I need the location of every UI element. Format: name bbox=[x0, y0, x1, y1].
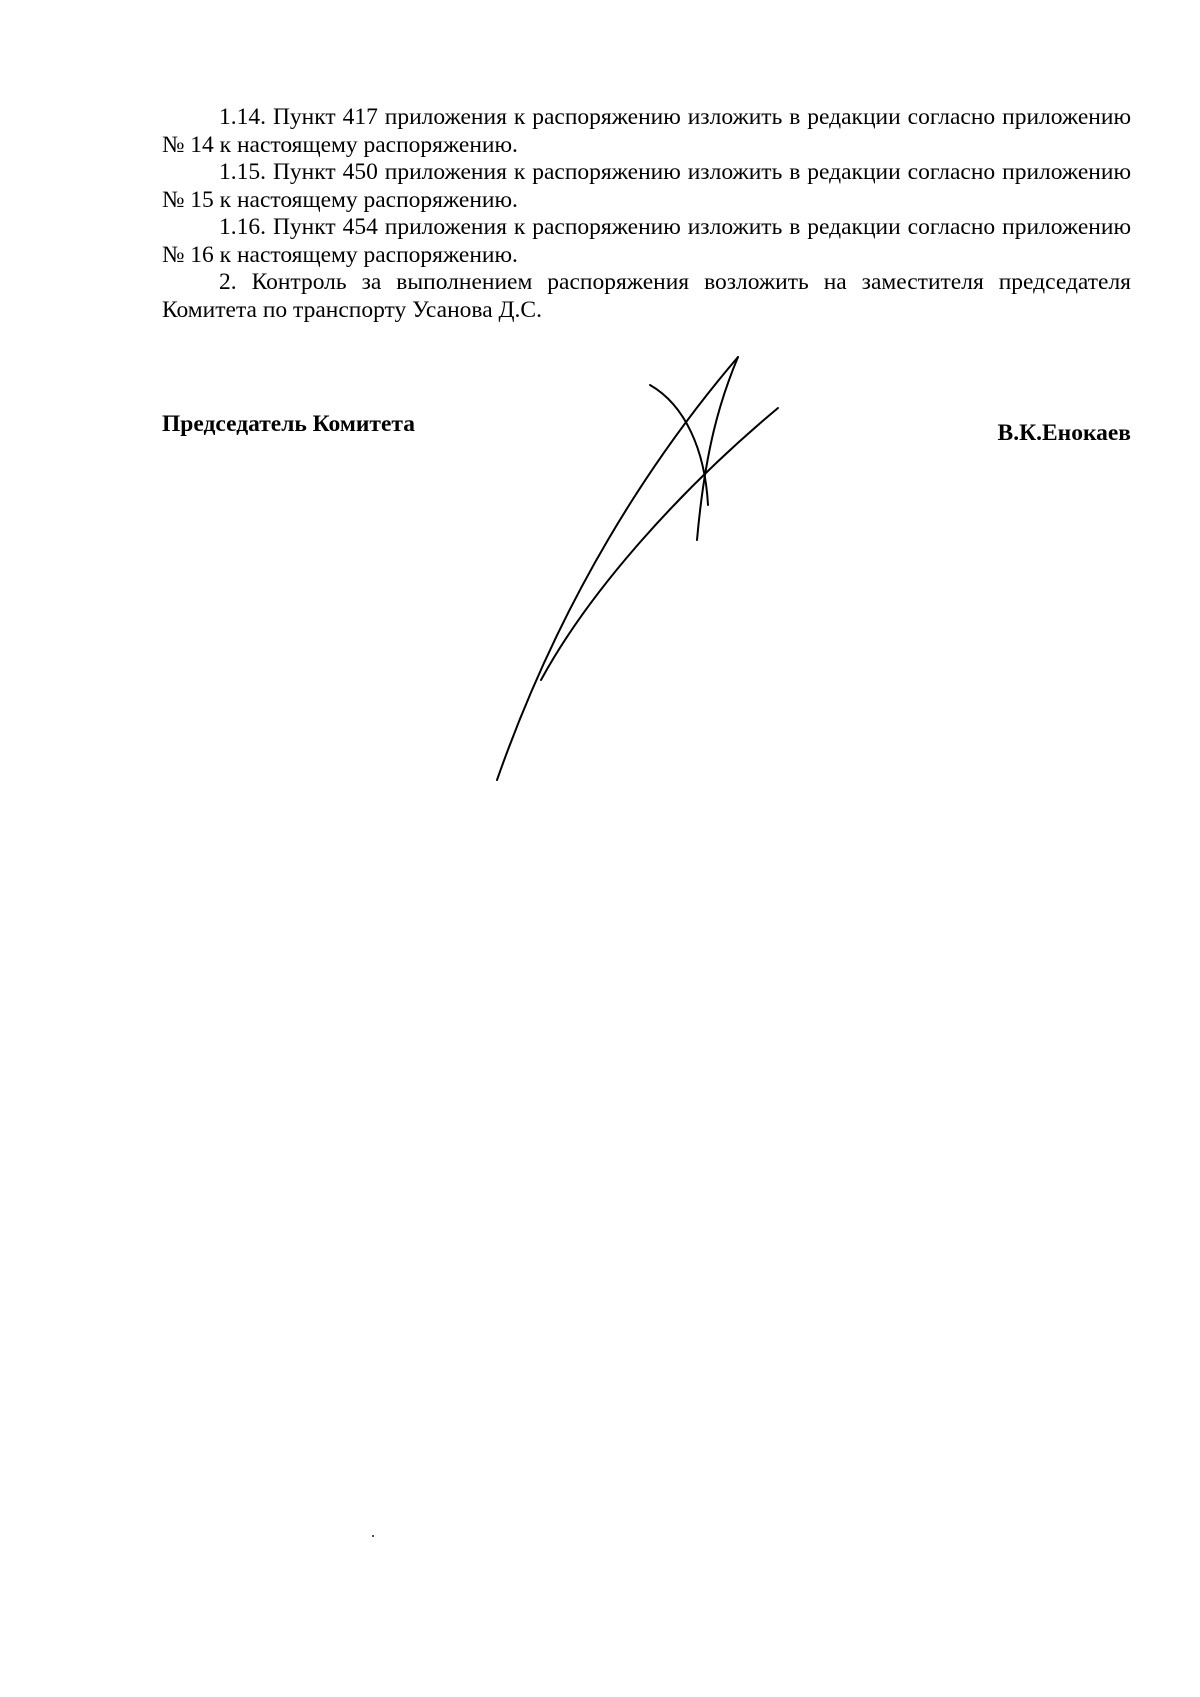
signer-title: Председатель Комитета bbox=[162, 411, 415, 437]
scan-speck bbox=[372, 1535, 374, 1537]
paragraph-1-16: 1.16. Пункт 454 приложения к распоряжению изложить в редакции согласно приложению № 16 к настоящему распоряжению. bbox=[162, 214, 1131, 268]
signature-block bbox=[162, 411, 1131, 451]
paragraph-2: 2. Контроль за выполнением распоряжения возложить на заместителя председателя Комитета по транспорту Усанова Д.С. bbox=[162, 269, 1131, 323]
paragraph-1-15: 1.15. Пункт 450 приложения к распоряжению изложить в редакции согласно приложению № 15 к настоящему распоряжению. bbox=[162, 159, 1131, 213]
paragraph-1-14: 1.14. Пункт 417 приложения к распоряжению изложить в редакции согласно приложению № 14 к настоящему распоряжению. bbox=[162, 104, 1131, 158]
document-body bbox=[162, 104, 1131, 324]
signer-name: В.К.Енокаев bbox=[997, 420, 1131, 446]
